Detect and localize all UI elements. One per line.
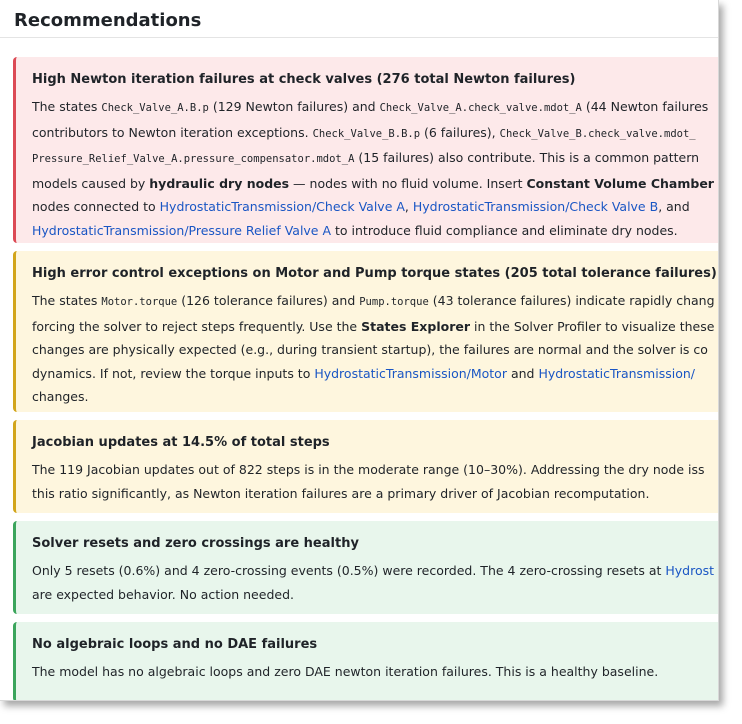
text: (44 Newton failures bbox=[581, 99, 709, 114]
text: dynamics. If not, review the torque inputs to bbox=[32, 365, 315, 381]
emphasis: States Explorer bbox=[361, 318, 470, 334]
block-link-hydrostatic[interactable]: Hydrost bbox=[665, 563, 715, 578]
state-code: Motor.torque bbox=[101, 296, 178, 308]
card-body bbox=[32, 458, 719, 505]
recommendation-card-error-control bbox=[13, 251, 719, 412]
text: this ratio significantly, as Newton iteration failures are a primary driver of Jacobian recomputation. bbox=[32, 485, 650, 501]
text: (126 tolerance failures) and bbox=[177, 293, 360, 308]
text: models caused by bbox=[32, 175, 150, 191]
block-link-pressure-relief-valve-a[interactable]: HydrostaticTransmission/Pressure Relief Valve A bbox=[32, 222, 332, 238]
state-code: Check_Valve_A.check_valve.mdot_A bbox=[379, 102, 582, 114]
text: nodes connected to bbox=[32, 199, 160, 214]
card-title: No algebraic loops and no DAE failures bbox=[32, 637, 318, 652]
text: — nodes with no fluid volume. Insert bbox=[289, 175, 527, 191]
state-code: Pressure_Relief_Valve_A.pressure_compensator.mdot_A bbox=[32, 153, 355, 165]
text: The states bbox=[32, 99, 102, 114]
recommendation-card-algebraic-loops bbox=[13, 622, 719, 701]
card-title: Jacobian updates at 14.5% of total steps bbox=[32, 435, 330, 450]
recommendation-card-jacobian bbox=[13, 420, 719, 513]
card-body bbox=[32, 289, 719, 409]
state-code: Pump.torque bbox=[359, 296, 429, 308]
text: Only 5 resets (0.6%) and 4 zero-crossing events (0.5%) were recorded. The 4 zero-crossing resets at bbox=[32, 563, 666, 578]
panel-title: Recommendations bbox=[0, 0, 718, 38]
text: (15 failures) also contribute. This is a common pattern bbox=[354, 150, 700, 165]
text: , and bbox=[658, 199, 690, 214]
text: The model has no algebraic loops and zero DAE newton iteration failures. This is a healthy baseline. bbox=[32, 664, 659, 679]
card-body bbox=[32, 660, 719, 684]
text: (129 Newton failures) and bbox=[208, 99, 380, 114]
text: changes. bbox=[32, 389, 89, 404]
emphasis: Constant Volume Chamber bbox=[526, 175, 714, 191]
text: The states bbox=[32, 293, 102, 308]
recommendation-card-newton-failures bbox=[13, 57, 719, 243]
text: , bbox=[404, 199, 413, 214]
text: (6 failures), bbox=[420, 124, 500, 140]
card-body bbox=[32, 559, 719, 606]
text: are expected behavior. No action needed. bbox=[32, 586, 294, 602]
text: to introduce fluid compliance and eliminate dry nodes. bbox=[331, 222, 678, 238]
state-code: Check_Valve_B.B.p bbox=[312, 127, 421, 140]
text: in the Solver Profiler to visualize these bbox=[470, 318, 715, 334]
card-body bbox=[32, 95, 719, 242]
block-link-motor[interactable]: HydrostaticTransmission/Motor bbox=[314, 365, 507, 381]
card-title: Solver resets and zero crossings are healthy bbox=[32, 536, 359, 551]
block-link-pump[interactable]: HydrostaticTransmission/ bbox=[538, 365, 695, 381]
recommendation-list bbox=[13, 57, 719, 701]
block-link-check-valve-a[interactable]: HydrostaticTransmission/Check Valve A bbox=[159, 199, 405, 214]
text: The 119 Jacobian updates out of 822 steps is in the moderate range (10–30%). Addressing the dry node iss bbox=[32, 462, 705, 477]
emphasis: hydraulic dry nodes bbox=[149, 175, 290, 191]
state-code: Check_Valve_A.B.p bbox=[101, 102, 209, 114]
text: (43 tolerance failures) indicate rapidly chang bbox=[428, 293, 715, 308]
text: forcing the solver to reject steps frequently. Use the bbox=[32, 318, 362, 334]
text: changes are physically expected (e.g., during transient startup), the failures are normal and the solver is co bbox=[32, 342, 708, 357]
text: contributors to Newton iteration exceptions. bbox=[32, 124, 313, 140]
recommendation-card-resets bbox=[13, 521, 719, 614]
block-link-check-valve-b[interactable]: HydrostaticTransmission/Check Valve B bbox=[412, 199, 659, 214]
text: and bbox=[506, 365, 539, 381]
card-title: High Newton iteration failures at check valves (276 total Newton failures) bbox=[32, 72, 576, 87]
card-title: High error control exceptions on Motor and Pump torque states (205 total tolerance failures) bbox=[32, 266, 717, 281]
state-code: Check_Valve_B.check_valve.mdot_ bbox=[499, 127, 696, 140]
